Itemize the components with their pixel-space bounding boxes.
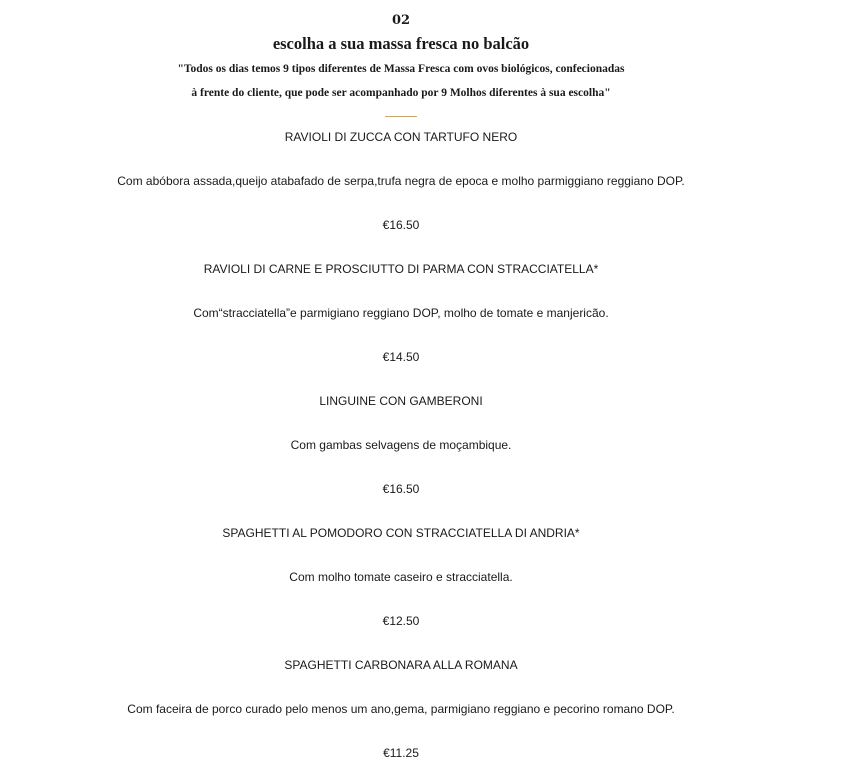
menu-item-price: €16.50 — [382, 218, 420, 232]
title-divider — [385, 116, 417, 117]
menu-item-description: Com molho tomate caseiro e stracciatella. — [289, 570, 513, 584]
menu-item-price: €16.50 — [382, 482, 420, 496]
section-number: 02 — [391, 13, 411, 28]
menu-item-name: SPAGHETTI AL POMODORO CON STRACCIATELLA DI ANDRIA* — [222, 526, 580, 540]
menu-item-description: Com abóbora assada,queijo atabafado de serpa,trufa negra de epoca e molho parmiggiano reggiano DOP. — [117, 174, 685, 188]
section-quote-line-2: à frente do cliente, que pode ser acompanhado por 9 Molhos diferentes à sua escolha" — [191, 87, 611, 99]
menu-item-name: RAVIOLI DI CARNE E PROSCIUTTO DI PARMA CON STRACCIATELLA* — [203, 262, 599, 276]
section-title: escolha a sua massa fresca no balcão — [272, 34, 530, 53]
menu-item-name: RAVIOLI DI ZUCCA CON TARTUFO NERO — [284, 130, 518, 144]
menu-item-description: Com gambas selvagens de moçambique. — [290, 438, 512, 452]
menu-item-description: Com“stracciatella”e parmigiano reggiano DOP, molho de tomate e manjericão. — [193, 306, 609, 320]
menu-item-price: €11.25 — [383, 746, 419, 760]
menu-item-price: €14.50 — [382, 350, 420, 364]
menu-item-price: €12.50 — [382, 614, 420, 628]
section-quote-line-1: "Todos os dias temos 9 tipos diferentes de Massa Fresca com ovos biológicos, confecionadas — [177, 63, 625, 75]
menu-item-description: Com faceira de porco curado pelo menos um ano,gema, parmigiano reggiano e pecorino romano DOP. — [127, 702, 675, 716]
menu-item-name: SPAGHETTI CARBONARA ALLA ROMANA — [284, 658, 518, 672]
menu-item-name: LINGUINE CON GAMBERONI — [319, 394, 483, 408]
